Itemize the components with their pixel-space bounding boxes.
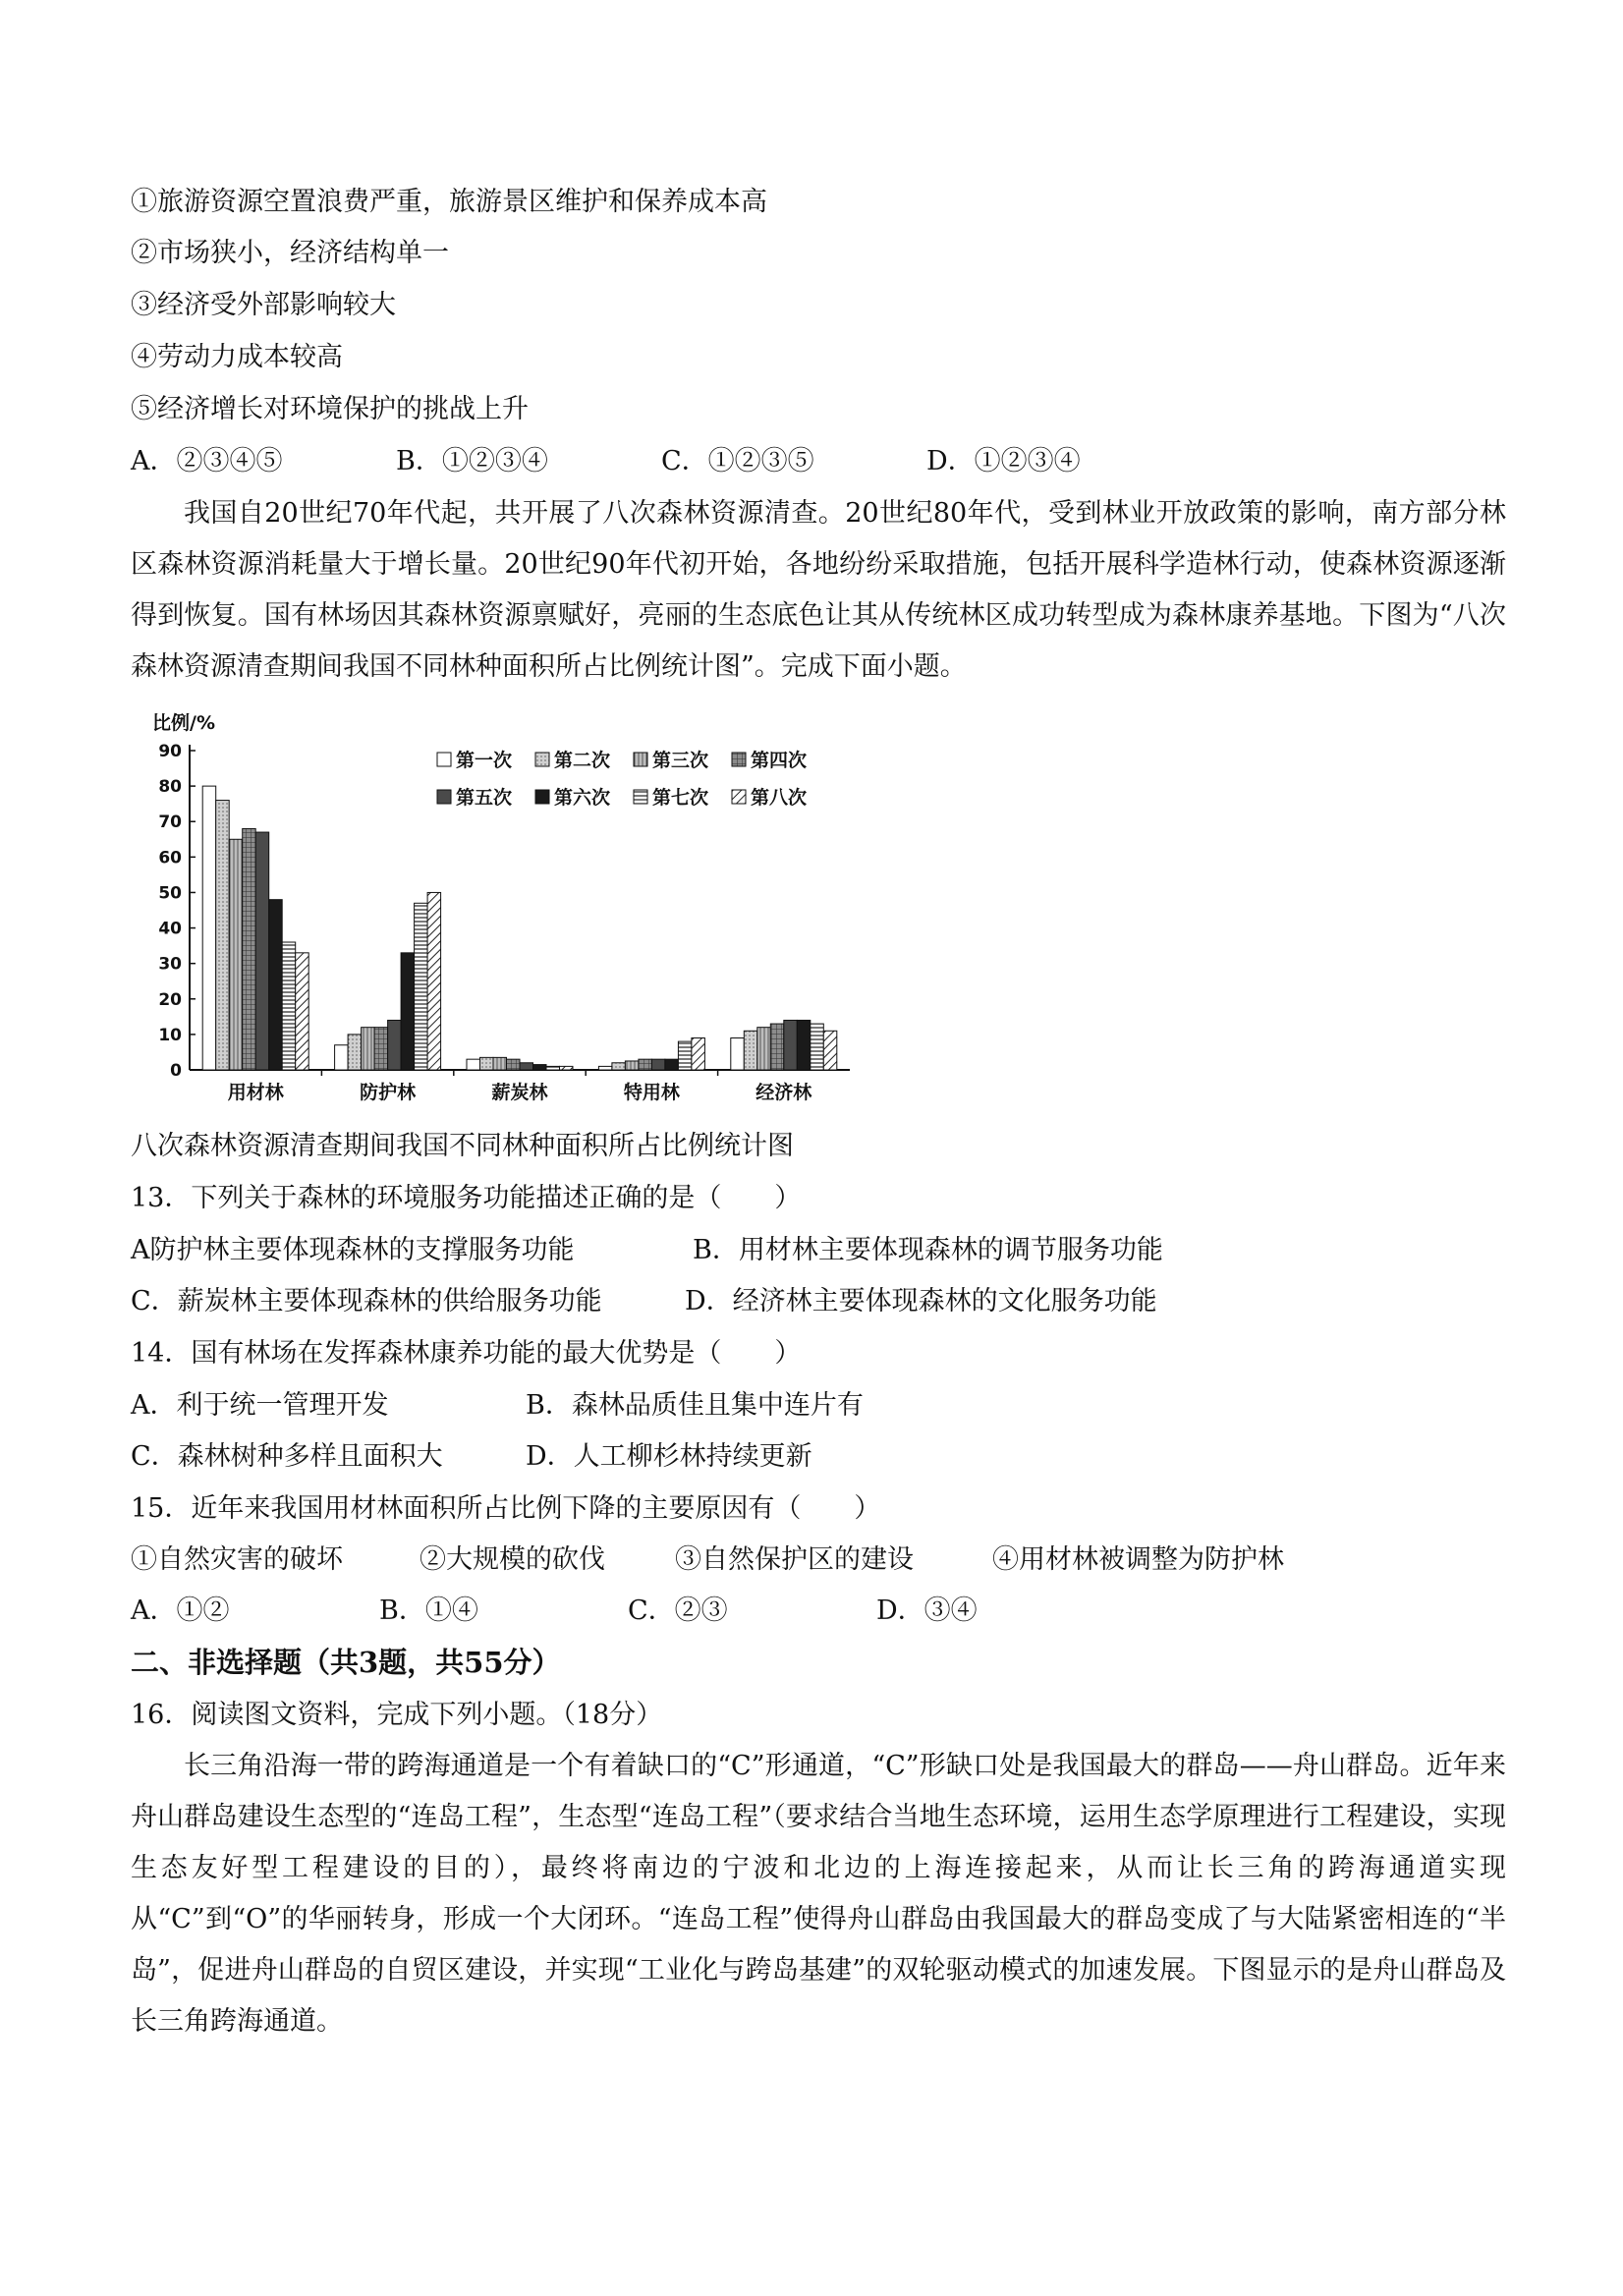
q12-item-4: ④劳动力成本较高 [131, 342, 343, 372]
legend-swatch [732, 790, 746, 804]
q14-options-row2 [131, 1437, 812, 1477]
q15-options [131, 1592, 978, 1631]
y-tick-label: 50 [158, 883, 182, 904]
legend-swatch [634, 790, 647, 804]
bar-用材林-第五次 [255, 832, 269, 1070]
q14-option-a[interactable]: A．利于统一管理开发 [131, 1390, 389, 1421]
bar-薪炭林-第三次 [493, 1057, 507, 1070]
y-tick-label: 90 [158, 742, 182, 761]
q15-option-a[interactable]: A．①② [131, 1596, 230, 1626]
bar-用材林-第八次 [296, 953, 309, 1070]
q13-options-row1 [131, 1231, 1163, 1270]
q13-option-b[interactable]: B．用材林主要体现森林的调节服务功能 [693, 1235, 1163, 1265]
bar-薪炭林-第七次 [546, 1066, 560, 1070]
q12-item-3: ③经济受外部影响较大 [131, 290, 396, 320]
q12-option-d[interactable]: D．①②③④ [926, 446, 1081, 476]
x-tick-label: 特用林 [623, 1082, 680, 1103]
y-tick-label: 40 [158, 919, 182, 939]
bar-防护林-第八次 [427, 892, 441, 1070]
q15-option-b[interactable]: B．①④ [379, 1596, 478, 1626]
y-tick-label: 30 [158, 954, 182, 975]
chart-caption: 八次森林资源清查期间我国不同林种面积所占比例统计图 [131, 1131, 794, 1161]
legend-swatch [634, 753, 647, 766]
y-tick-label: 60 [158, 848, 182, 868]
bar-特用林-第四次 [639, 1059, 652, 1070]
q12-option-b[interactable]: B．①②③④ [396, 446, 548, 476]
section-heading: 二、非选择题（共3题，共55分） [131, 1646, 561, 1679]
bar-特用林-第三次 [625, 1061, 639, 1070]
q15-option-d[interactable]: D．③④ [876, 1596, 978, 1626]
legend-label: 第三次 [652, 750, 709, 771]
y-tick-label: 70 [158, 812, 182, 833]
bar-特用林-第二次 [612, 1063, 626, 1070]
y-tick-label: 20 [158, 989, 182, 1010]
bar-防护林-第四次 [374, 1028, 388, 1070]
forest-area-chart-svg [123, 700, 869, 1112]
y-tick-label: 80 [158, 777, 182, 798]
passage-zhoushan [131, 1741, 1506, 2047]
bar-防护林-第三次 [362, 1028, 375, 1070]
y-tick-label: 10 [158, 1025, 182, 1045]
bar-经济林-第五次 [784, 1020, 798, 1070]
q13-option-d[interactable]: D．经济林主要体现森林的文化服务功能 [685, 1286, 1157, 1316]
q12-item-5: ⑤经济增长对环境保护的挑战上升 [131, 394, 529, 424]
bar-防护林-第二次 [348, 1035, 362, 1070]
bar-薪炭林-第六次 [533, 1065, 547, 1070]
bar-防护林-第七次 [415, 903, 428, 1070]
bar-特用林-第七次 [678, 1041, 692, 1070]
legend-swatch [437, 753, 451, 766]
bar-特用林-第五次 [651, 1059, 665, 1070]
q15-option-c[interactable]: C．②③ [628, 1596, 728, 1626]
q16-stem: 16．阅读图文资料，完成下列小题。（18分） [131, 1700, 663, 1730]
q14-option-c[interactable]: C．森林树种多样且面积大 [131, 1441, 443, 1472]
bar-用材林-第三次 [229, 839, 243, 1070]
legend-swatch [535, 790, 549, 804]
legend-label: 第四次 [751, 750, 808, 771]
q12-item-2: ②市场狭小，经济结构单一 [131, 238, 449, 268]
bar-薪炭林-第八次 [560, 1066, 574, 1070]
bar-薪炭林-第五次 [520, 1063, 533, 1070]
legend-label: 第二次 [554, 750, 611, 771]
bar-用材林-第四次 [243, 828, 256, 1070]
bar-特用林-第一次 [598, 1066, 612, 1070]
q15-item-4: ④用材林被调整为防护林 [992, 1544, 1284, 1575]
q15-item-3: ③自然保护区的建设 [675, 1544, 914, 1575]
q15-items [131, 1540, 1284, 1580]
bar-薪炭林-第二次 [480, 1057, 494, 1070]
x-tick-label: 防护林 [360, 1082, 417, 1103]
y-axis-label: 比例/% [152, 712, 215, 734]
q12-option-c[interactable]: C．①②③⑤ [661, 446, 814, 476]
x-tick-label: 经济林 [756, 1082, 812, 1103]
legend-label: 第八次 [751, 787, 808, 809]
q12-item-1: ①旅游资源空置浪费严重，旅游景区维护和保养成本高 [131, 187, 767, 217]
bar-防护林-第一次 [335, 1045, 349, 1070]
bar-用材林-第七次 [282, 942, 296, 1070]
legend-label: 第一次 [456, 750, 513, 771]
q12-options [131, 442, 1081, 481]
q14-options-row1 [131, 1386, 864, 1426]
passage-forest-text: 我国自20世纪70年代起，共开展了八次森林资源清查。20世纪80年代，受到林业开放政策的影响，南方部分林区森林资源消耗量大于增长量。20世纪90年代初开始，各地纷纷采取措施，包括开展科学造林行动，使森林资源逐渐得到恢复。国有林场因其森林资源禀赋好，亮丽的生态底色让其从传统林区成功转型成为森林康养基地。下图为“八次森林资源清查期间我国不同林种面积所占比例统计图”。完成下面小题。 [131, 498, 1506, 682]
q12-option-a[interactable]: A．②③④⑤ [131, 446, 283, 476]
bar-用材林-第六次 [269, 900, 283, 1070]
bar-特用林-第六次 [665, 1059, 679, 1070]
y-tick-label: 0 [170, 1061, 182, 1081]
bar-经济林-第八次 [823, 1031, 837, 1070]
passage-zhoushan-text: 长三角沿海一带的跨海通道是一个有着缺口的“C”形通道，“C”形缺口处是我国最大的群岛——舟山群岛。近年来舟山群岛建设生态型的“连岛工程”，生态型“连岛工程”（要求结合当地生态环境，运用生态学原理进行工程建设，实现生态友好型工程建设的目的），最终将南边的宁波和北边的上海连接起来，从而让长三角的跨海通道实现从“C”到“O”的华丽转身，形成一个大闭环。“连岛工程”使得舟山群岛由我国最大的群岛变成了与大陆紧密相连的“半岛”，促进舟山群岛的自贸区建设，并实现“工业化与跨岛基建”的双轮驱动模式的加速发展。下图显示的是舟山群岛及长三角跨海通道。 [131, 1751, 1506, 2037]
q13-options-row2 [131, 1282, 1157, 1321]
q14-option-b[interactable]: B．森林品质佳且集中连片有 [526, 1390, 864, 1421]
bar-经济林-第三次 [757, 1028, 771, 1070]
q15-item-1: ①自然灾害的破坏 [131, 1544, 343, 1575]
q15-item-2: ②大规模的砍伐 [420, 1544, 605, 1575]
bar-用材林-第二次 [216, 801, 230, 1070]
bar-经济林-第四次 [770, 1024, 784, 1070]
legend-label: 第六次 [554, 787, 611, 809]
bar-薪炭林-第四次 [507, 1059, 521, 1070]
bar-防护林-第五次 [388, 1020, 402, 1070]
forest-area-chart [123, 700, 869, 1112]
bar-特用林-第八次 [692, 1038, 705, 1071]
legend-swatch [437, 790, 451, 804]
passage-forest [131, 488, 1506, 693]
bar-用材林-第一次 [202, 786, 216, 1070]
q13-option-c[interactable]: C．薪炭林主要体现森林的供给服务功能 [131, 1286, 602, 1316]
legend-swatch [732, 753, 746, 766]
legend-label: 第七次 [652, 787, 709, 809]
bar-薪炭林-第一次 [467, 1059, 480, 1070]
legend-label: 第五次 [456, 787, 513, 809]
q13-stem: 13．下列关于森林的环境服务功能描述正确的是（ ） [131, 1183, 802, 1213]
bar-经济林-第七次 [811, 1024, 824, 1070]
x-tick-label: 用材林 [227, 1082, 284, 1103]
bar-经济林-第一次 [731, 1038, 745, 1071]
bar-防护林-第六次 [401, 953, 415, 1070]
x-tick-label: 薪炭林 [491, 1082, 548, 1103]
bar-经济林-第二次 [744, 1031, 757, 1070]
q13-option-a[interactable]: A防护林主要体现森林的支撑服务功能 [131, 1235, 575, 1265]
q14-stem: 14．国有林场在发挥森林康养功能的最大优势是（ ） [131, 1338, 802, 1369]
q15-stem: 15．近年来我国用材林面积所占比例下降的主要原因有（ ） [131, 1493, 881, 1524]
q14-option-d[interactable]: D．人工柳杉林持续更新 [526, 1441, 812, 1472]
legend-swatch [535, 753, 549, 766]
bar-经济林-第六次 [797, 1020, 811, 1070]
